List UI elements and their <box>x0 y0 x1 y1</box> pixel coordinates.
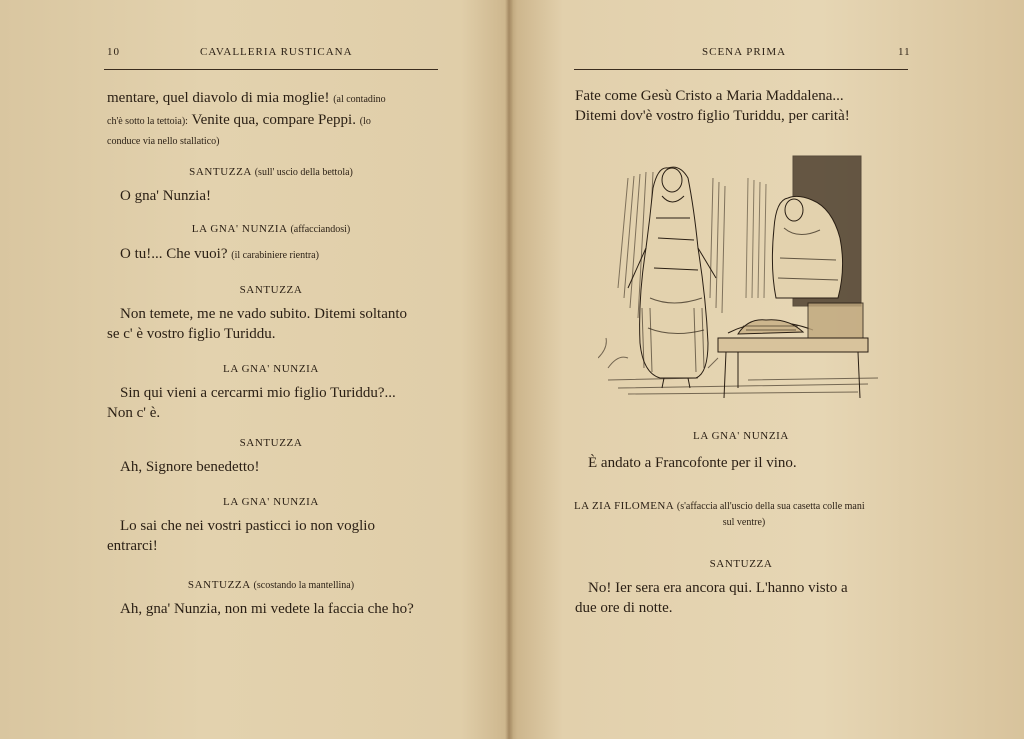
dialogue-line: entrarci! <box>107 538 158 554</box>
speaker-stage: (s'affaccia all'uscio della sua casetta colle mani <box>676 501 865 512</box>
speaker-name: SANTUZZA <box>189 166 252 178</box>
speaker-name: LA ZIA FILOMENA <box>574 500 675 512</box>
right-speaker-1: LA GNA' NUNZIA <box>693 430 789 442</box>
left-page <box>0 0 508 739</box>
opening-text-2: Venite qua, compare Peppi. <box>191 112 356 128</box>
left-dialogue-5: Ah, Signore benedetto! <box>120 459 260 475</box>
opening-text-1: mentare, quel diavolo di mia moglie! <box>107 90 330 106</box>
left-speaker-6: LA GNA' NUNZIA <box>223 496 319 508</box>
speaker-stage-cont: sul ventre) <box>722 517 766 528</box>
left-speaker-5: SANTUZZA <box>239 437 303 449</box>
left-dialogue-4 <box>107 383 447 423</box>
left-dialogue-1: O gna' Nunzia! <box>120 188 212 204</box>
opening-line-1 <box>107 88 447 110</box>
left-page-number: 10 <box>107 46 120 58</box>
dialogue-line: Sin qui vieni a cercarmi mio figlio Turiddu?... <box>120 385 396 401</box>
opening-stage-2b: (lo <box>359 116 371 127</box>
dialogue-stage: (il carabiniere rientra) <box>231 250 319 261</box>
woman-figure-left <box>628 167 716 388</box>
left-header-rule <box>104 69 438 70</box>
table-with-basket <box>718 303 868 398</box>
dialogue-line: Ditemi dov'è vostro figlio Turiddu, per carità! <box>575 108 850 124</box>
left-speaker-3: SANTUZZA <box>239 284 303 296</box>
left-speaker-4: LA GNA' NUNZIA <box>223 363 319 375</box>
dialogue-line: se c' è vostro figlio Turiddu. <box>107 326 276 342</box>
speaker-stage: (scostando la mantellina) <box>253 580 355 591</box>
right-speaker-3: SANTUZZA <box>709 558 773 570</box>
opening-line-2 <box>107 110 447 132</box>
dialogue-line: No! Ier sera era ancora qui. L'hanno visto a <box>588 580 848 596</box>
right-speaker-2 <box>574 498 914 531</box>
right-running-title: SCENA PRIMA <box>702 46 787 58</box>
speaker-stage: (sull' uscio della bettola) <box>254 167 353 178</box>
left-speaker-1 <box>104 162 438 183</box>
left-running-title: CAVALLERIA RUSTICANA <box>200 46 353 58</box>
right-top-dialogue <box>575 86 915 126</box>
speaker-name: LA GNA' NUNZIA <box>191 223 288 235</box>
opening-stage-2a: ch'è sotto la tettoia): <box>107 116 188 127</box>
speaker-stage: (affacciandosi) <box>290 224 351 235</box>
dialogue-line: Fate come Gesù Cristo a Maria Maddalena... <box>575 88 844 104</box>
dialogue-text: O tu!... Che vuoi? <box>120 246 228 262</box>
opening-stage-1: (al contadino <box>333 94 386 105</box>
left-dialogue-6 <box>107 516 447 556</box>
opening-stage-3: conduce via nello stallatico) <box>107 136 220 147</box>
left-dialogue-7: Ah, gna' Nunzia, non mi vedete la faccia che ho? <box>120 601 414 617</box>
dialogue-line: Non c' è. <box>107 405 161 421</box>
right-dialogue-1: È andato a Francofonte per il vino. <box>588 455 797 471</box>
right-dialogue-3 <box>575 578 915 618</box>
left-speaker-7 <box>104 575 438 596</box>
left-dialogue-2 <box>120 244 319 266</box>
dialogue-line: Lo sai che nei vostri pasticci io non voglio <box>120 518 375 534</box>
dialogue-line: due ore di notte. <box>575 600 673 616</box>
left-dialogue-3 <box>107 304 447 344</box>
left-opening <box>107 88 447 152</box>
dialogue-line: Non temete, me ne vado subito. Ditemi soltanto <box>120 306 408 322</box>
right-header-rule <box>574 69 908 70</box>
left-speaker-2 <box>104 219 438 240</box>
engraving-illustration <box>598 148 880 410</box>
right-page-number: 11 <box>898 46 911 58</box>
speaker-name: SANTUZZA <box>187 579 251 591</box>
speaker-line-1 <box>574 498 914 515</box>
